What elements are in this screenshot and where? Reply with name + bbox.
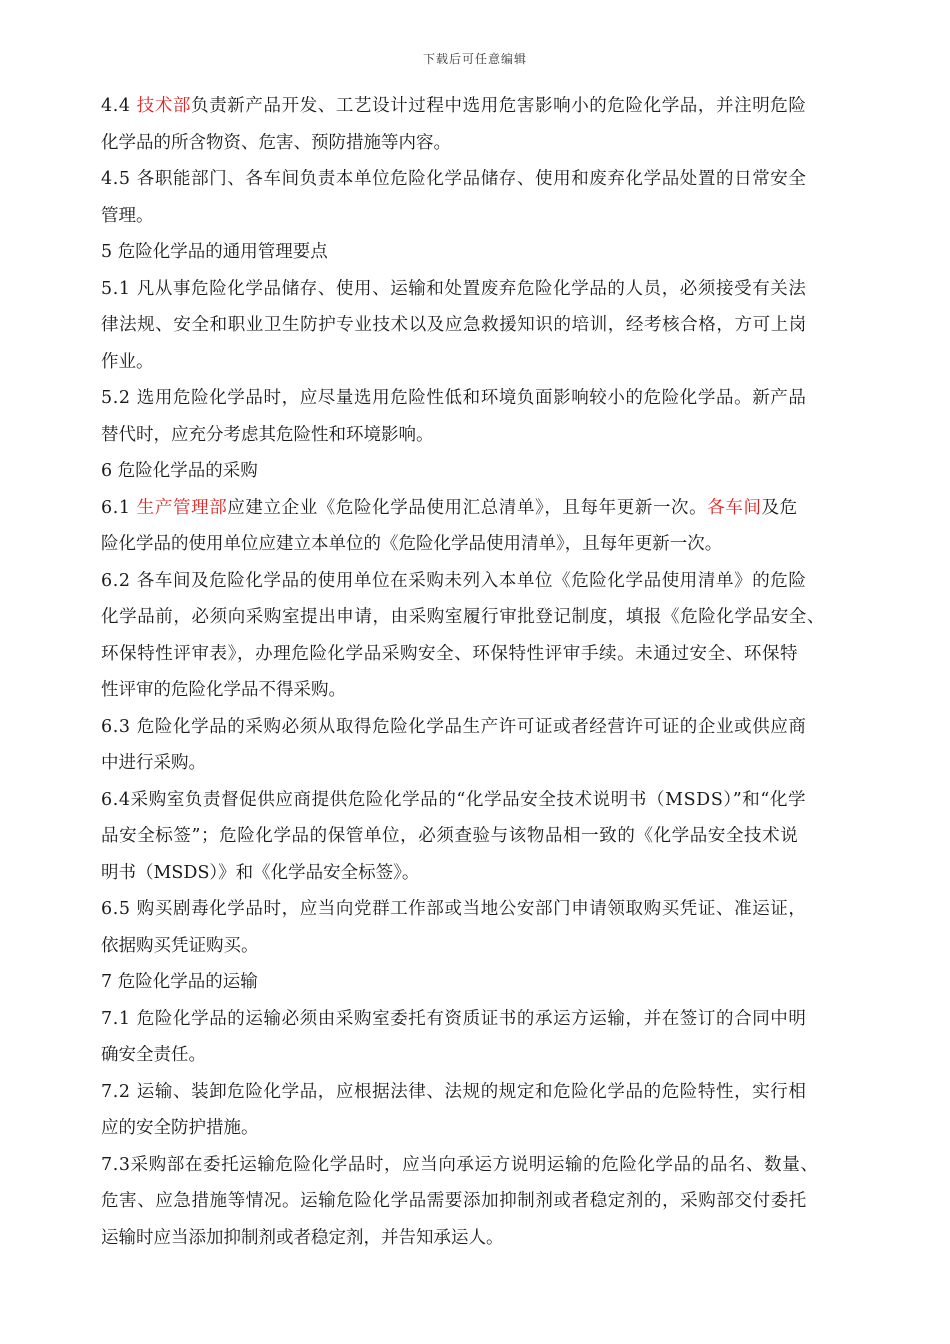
text-segment: 险化学品的使用单位应建立本单位的《危险化学品使用清单》，且每年更新一次。 [101, 534, 723, 554]
text-line [101, 198, 864, 235]
text-segment: 运输时应当添加抑制剂或者稳定剂，并告知承运人。 [101, 1227, 504, 1248]
text-line [101, 526, 864, 563]
text-segment: 替代时，应充分考虑其危险性和环境影响。 [101, 424, 434, 445]
text-segment: 管理。 [101, 205, 154, 226]
text-line [101, 307, 864, 344]
text-line [101, 1147, 864, 1184]
text-segment: 6.3 危险化学品的采购必须从取得危险化学品生产许可证或者经营许可证的企业或供应商 [101, 716, 807, 737]
text-line [101, 672, 864, 709]
text-line [101, 380, 864, 417]
text-line [101, 782, 864, 819]
text-line [101, 1001, 864, 1038]
text-segment: 化学品前，必须向采购室提出申请，由采购室履行审批登记制度，填报《危险化学品安全、 [101, 607, 825, 627]
text-line [101, 891, 864, 928]
text-line [101, 453, 864, 490]
text-segment: 7.2 运输、装卸危险化学品，应根据法律、法规的规定和危险化学品的危险特性，实行相 [101, 1081, 807, 1102]
text-segment: 依据购买凭证购买。 [101, 935, 259, 956]
text-segment: 中进行采购。 [101, 753, 206, 773]
text-line [101, 1183, 864, 1220]
text-segment: 5 危险化学品的通用管理要点 [101, 242, 328, 262]
text-segment: 化学品的所含物资、危害、预防措施等内容。 [101, 132, 451, 153]
text-segment: 品安全标签”；危险化学品的保管单位，必须查验与该物品相一致的《化学品安全技术说 [101, 826, 799, 846]
page-header: 下载后可任意编辑 [422, 52, 527, 66]
text-line [101, 1220, 864, 1257]
text-line [101, 636, 864, 673]
text-segment: 4.4 [101, 96, 137, 116]
text-segment: 5.2 选用危险化学品时，应尽量选用危险性低和环境负面影响较小的危险化学品。新产品 [101, 388, 807, 408]
text-segment: 应建立企业《危险化学品使用汇总清单》，且每年更新一次。 [227, 497, 708, 518]
text-segment: 明书（MSDS）》和《化学品安全标签》。 [101, 862, 420, 883]
text-segment: 危害、应急措施等情况。运输危险化学品需要添加抑制剂或者稳定剂的，采购部交付委托 [101, 1191, 807, 1211]
text-segment: 6.2 各车间及危险化学品的使用单位在采购未列入本单位《危险化学品使用清单》的危险 [101, 570, 807, 591]
text-line [101, 855, 864, 892]
text-segment: 4.5 各职能部门、各车间负责本单位危险化学品储存、使用和废弃化学品处置的日常安全 [101, 169, 807, 189]
text-line [101, 1074, 864, 1111]
text-segment: 应的安全防护措施。 [101, 1118, 259, 1138]
highlighted-department: 生产管理部 [136, 497, 228, 518]
text-segment: 及危 [761, 497, 798, 518]
text-line [101, 125, 864, 162]
text-line [101, 928, 864, 965]
text-segment: 6.1 [101, 497, 137, 518]
text-segment: 5.1 凡从事危险化学品储存、使用、运输和处置废弃危险化学品的人员，必须接受有关法 [101, 278, 807, 299]
document-body [101, 88, 864, 1256]
text-line [101, 271, 864, 308]
text-segment: 确安全责任。 [101, 1045, 206, 1065]
text-line [101, 745, 864, 782]
text-line [101, 709, 864, 746]
text-line [101, 234, 864, 271]
text-segment: 6 危险化学品的采购 [101, 461, 258, 481]
text-segment: 7.1 危险化学品的运输必须由采购室委托有资质证书的承运方运输，并在签订的合同中明 [101, 1008, 807, 1029]
text-line [101, 1037, 864, 1074]
text-segment: 作业。 [101, 351, 154, 372]
text-line [101, 417, 864, 454]
text-segment: 6.4采购室负责督促供应商提供危险化学品的“化学品安全技术说明书（MSDS）”和“化学 [101, 789, 807, 810]
text-segment: 负责新产品开发、工艺设计过程中选用危害影响小的危险化学品，并注明危险 [191, 96, 807, 116]
text-line [101, 818, 864, 855]
text-segment: 律法规、安全和职业卫生防护专业技术以及应急救援知识的培训，经考核合格，方可上岗 [101, 315, 807, 335]
text-line [101, 563, 864, 600]
text-segment: 6.5 购买剧毒化学品时，应当向党群工作部或当地公安部门申请领取购买凭证、准运证， [101, 899, 807, 919]
text-line [101, 344, 864, 381]
highlighted-department: 技术部 [136, 96, 192, 116]
text-segment: 环保特性评审表》，办理危险化学品采购安全、环保特性评审手续。未通过安全、环保特 [101, 643, 799, 664]
text-segment: 7.3采购部在委托运输危险化学品时，应当向承运方说明运输的危险化学品的品名、数量、 [101, 1154, 819, 1175]
text-line [101, 1110, 864, 1147]
text-line [101, 964, 864, 1001]
highlighted-department: 各车间 [707, 497, 762, 518]
text-line [101, 88, 864, 125]
text-segment: 7 危险化学品的运输 [101, 972, 258, 992]
text-segment: 性评审的危险化学品不得采购。 [101, 680, 346, 700]
text-line [101, 490, 864, 527]
text-line [101, 161, 864, 198]
text-line [101, 599, 864, 636]
